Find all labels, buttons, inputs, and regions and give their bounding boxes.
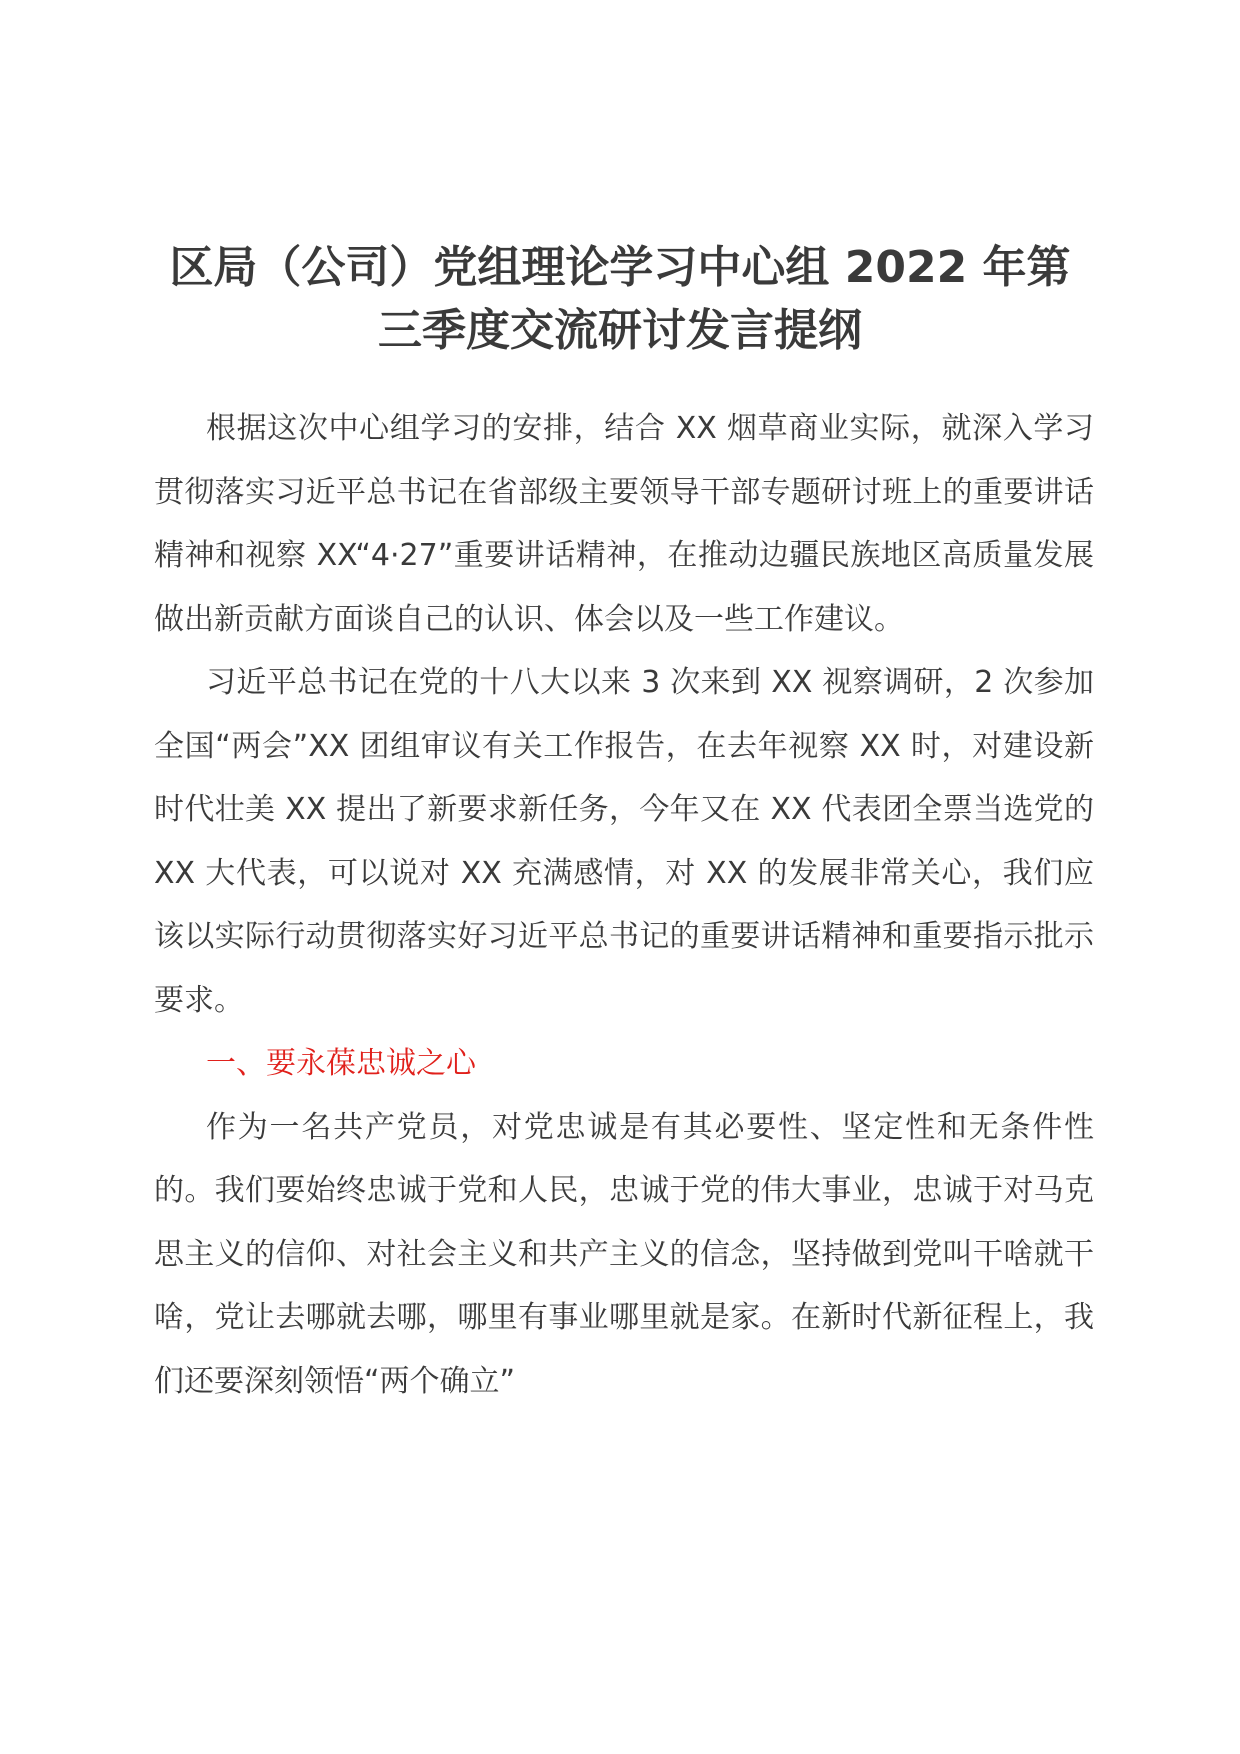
section-paragraph: 作为一名共产党员，对党忠诚是有其必要性、坚定性和无条件性的。我们要始终忠诚于党和人民，忠诚于党的伟大事业，忠诚于对马克思主义的信仰、对社会主义和共产主义的信念，坚持做到党叫干啥就干啥，党让去哪就去哪，哪里有事业哪里就是家。在新时代新征程上，我们还要深刻领悟“两个确立” — [154, 1109, 1094, 1399]
title-line-1: 区局（公司）党组理论学习中心组 2022 年第 — [169, 242, 1071, 293]
title-line-2: 三季度交流研讨发言提纲 — [378, 305, 862, 356]
document-title — [140, 236, 1100, 362]
section-heading: 一、要永葆忠诚之心 — [206, 1046, 476, 1081]
document-body — [154, 397, 1094, 1413]
background-paragraph: 习近平总书记在党的十八大以来 3 次来到 XX 视察调研，2 次参加全国“两会”XX 团组审议有关工作报告，在去年视察 XX 时，对建设新时代壮美 XX 提出了新要求新任务，今年又在 XX 代表团全票当选党的 XX 大代表，可以说对 XX 充满感情，对 XX 的发展非常关心，我们应该以实际行动贯彻落实好习近平总书记的重要讲话精神和重要指示批示要求。 — [154, 665, 1094, 1018]
intro-paragraph: 根据这次中心组学习的安排，结合 XX 烟草商业实际，就深入学习贯彻落实习近平总书记在省部级主要领导干部专题研讨班上的重要讲话精神和视察 XX“4·27”重要讲话精神，在推动边疆民族地区高质量发展做出新贡献方面谈自己的认识、体会以及一些工作建议。 — [154, 411, 1094, 637]
